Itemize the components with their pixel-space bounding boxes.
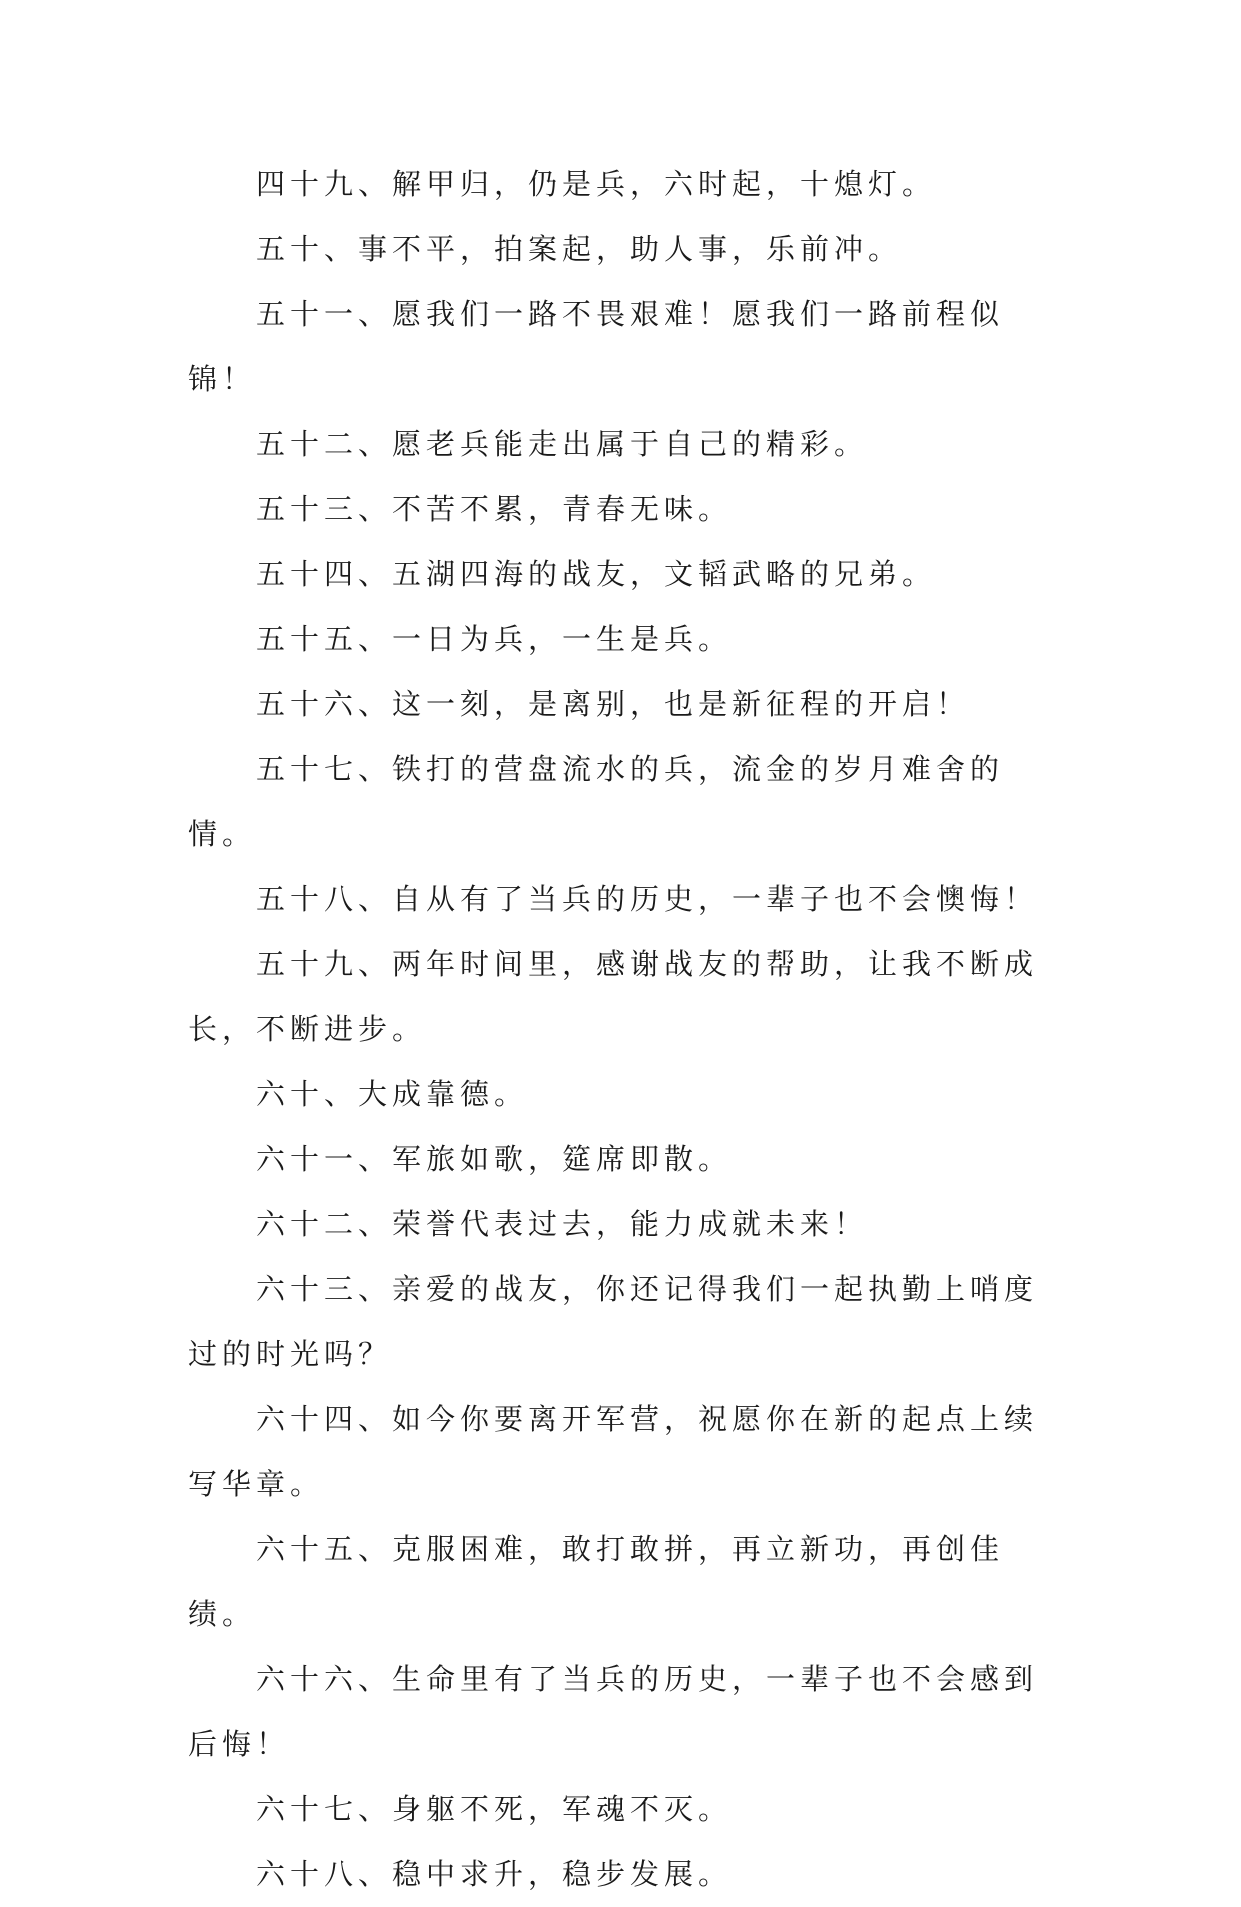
paragraph-66: 六十六、生命里有了当兵的历史，一辈子也不会感到后悔！ <box>188 1662 1039 1761</box>
paragraph-61: 六十一、军旅如歌，筵席即散。 <box>256 1142 733 1176</box>
paragraph-49: 四十九、解甲归，仍是兵，六时起，十熄灯。 <box>256 167 937 201</box>
paragraph-50: 五十、事不平，拍案起，助人事，乐前冲。 <box>256 232 903 266</box>
paragraph-62: 六十二、荣誉代表过去，能力成就未来！ <box>256 1207 869 1241</box>
paragraph-53: 五十三、不苦不累，青春无味。 <box>256 492 733 526</box>
paragraph-52: 五十二、愿老兵能走出属于自己的精彩。 <box>256 427 869 461</box>
paragraph-58: 五十八、自从有了当兵的历史，一辈子也不会懊悔！ <box>256 882 1039 916</box>
paragraph-64: 六十四、如今你要离开军营，祝愿你在新的起点上续写华章。 <box>188 1402 1039 1501</box>
paragraph-60: 六十、大成靠德。 <box>256 1077 529 1111</box>
paragraph-59: 五十九、两年时间里，感谢战友的帮助，让我不断成长，不断进步。 <box>188 947 1039 1046</box>
document-body <box>188 152 1068 1907</box>
paragraph-67: 六十七、身躯不死，军魂不灭。 <box>256 1792 733 1826</box>
paragraph-51: 五十一、愿我们一路不畏艰难！愿我们一路前程似锦！ <box>188 297 1005 396</box>
paragraph-56: 五十六、这一刻，是离别，也是新征程的开启！ <box>256 687 971 721</box>
paragraph-68: 六十八、稳中求升，稳步发展。 <box>256 1857 733 1891</box>
paragraph-65: 六十五、克服困难，敢打敢拼，再立新功，再创佳绩。 <box>188 1532 1005 1631</box>
paragraph-55: 五十五、一日为兵，一生是兵。 <box>256 622 733 656</box>
paragraph-57: 五十七、铁打的营盘流水的兵，流金的岁月难舍的情。 <box>188 752 1005 851</box>
paragraph-63: 六十三、亲爱的战友，你还记得我们一起执勤上哨度过的时光吗？ <box>188 1272 1039 1371</box>
paragraph-54: 五十四、五湖四海的战友，文韬武略的兄弟。 <box>256 557 937 591</box>
